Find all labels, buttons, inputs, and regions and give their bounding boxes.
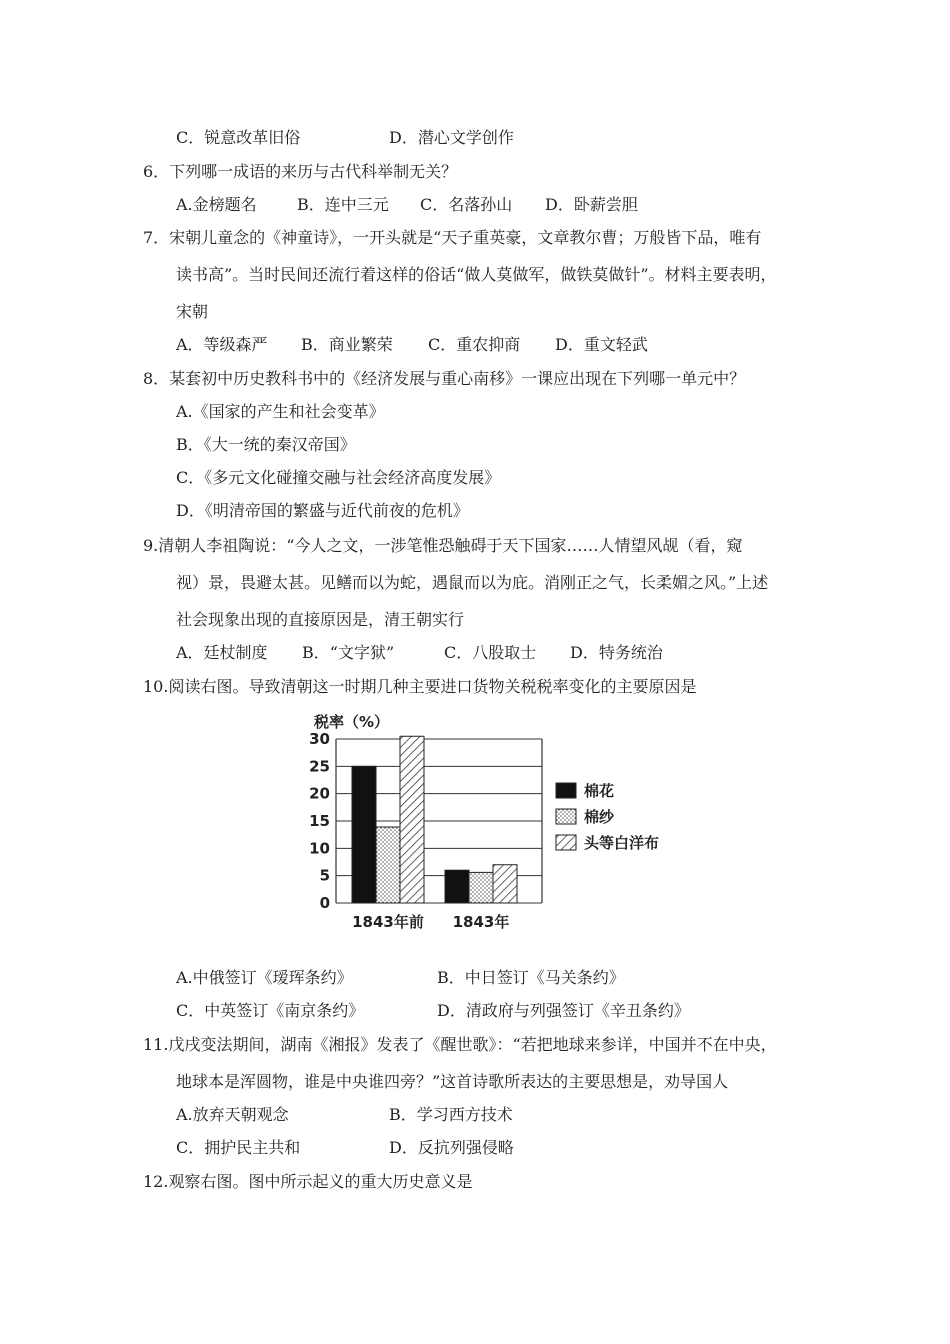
q9-option-c: C．八股取士 <box>444 643 537 662</box>
q6-option-a: A.金榜题名 <box>176 195 257 214</box>
q9-option-d: D．特务统治 <box>570 643 663 662</box>
q7-line-3: 宋朝 <box>176 302 209 321</box>
q10-option-a: A.中俄签订《瑷珲条约》 <box>176 968 353 987</box>
chart-ytick-label: 15 <box>309 812 330 830</box>
chart-ylabel: 税率（%） <box>314 713 390 731</box>
q9-line-3: 社会现象出现的直接原因是，清王朝实行 <box>176 610 465 629</box>
chart-legend-swatch <box>556 783 576 798</box>
chart-ytick-label: 5 <box>319 866 330 885</box>
chart-ytick-label: 10 <box>309 839 330 858</box>
q11-option-c: C．拥护民主共和 <box>176 1138 301 1157</box>
q9-line-2: 视）景，畏避太甚。见鳝而以为蛇，遇鼠而以为庇。消刚正之气，长柔媚之风。”上述 <box>176 573 769 592</box>
chart-bar <box>493 865 517 903</box>
q8-stem: 8．某套初中历史教科书中的《经济发展与重心南移》一课应出现在下列哪一单元中？ <box>143 369 746 388</box>
chart-ytick-label: 30 <box>309 730 330 748</box>
q8-option-a: A.《国家的产生和社会变革》 <box>176 402 385 421</box>
chart-ytick-label: 0 <box>319 894 330 912</box>
chart-legend-label: 棉纱 <box>584 808 615 826</box>
chart-legend-label: 棉花 <box>584 782 615 800</box>
q5-option-d: D．潜心文学创作 <box>389 128 514 147</box>
chart-legend-label: 头等白洋布 <box>584 834 660 852</box>
chart-bar <box>469 872 493 903</box>
q5-option-c: C．锐意改革旧俗 <box>176 128 301 147</box>
chart-category-label: 1843年 <box>452 913 510 931</box>
q9-line-1: 9.清朝人李祖陶说：“今人之文，一涉笔惟恐触碍于天下国家……人情望风觇（看，窥 <box>143 536 743 555</box>
q7-option-a: A．等级森严 <box>176 335 268 354</box>
q11-line-1: 11.戊戌变法期间，湖南《湘报》发表了《醒世歌》：“若把地球来参详，中国并不在中央， <box>143 1035 777 1054</box>
q7-option-c: C．重农抑商 <box>428 335 521 354</box>
q10-option-c: C．中英签订《南京条约》 <box>176 1001 365 1020</box>
tariff-bar-chart <box>300 703 700 939</box>
q12-stem: 12.观察右图。图中所示起义的重大历史意义是 <box>143 1172 473 1191</box>
q7-line-2: 读书高”。当时民间还流行着这样的俗话“做人莫做军，做铁莫做针”。材料主要表明， <box>176 265 777 284</box>
q9-option-b: B．“文字狱” <box>302 643 395 662</box>
q8-option-d: D．《明清帝国的繁盛与近代前夜的危机》 <box>176 501 469 520</box>
q11-option-d: D．反抗列强侵略 <box>389 1138 514 1157</box>
q8-option-c: C．《多元文化碰撞交融与社会经济高度发展》 <box>176 468 501 487</box>
q9-option-a: A．廷杖制度 <box>176 643 268 662</box>
q7-line-1: 7．宋朝儿童念的《神童诗》，一开头就是“天子重英豪，文章教尔曹；万般皆下品，唯有 <box>143 228 762 247</box>
chart-ytick-label: 20 <box>309 784 330 803</box>
q8-option-b: B．《大一统的秦汉帝国》 <box>176 435 356 454</box>
q11-option-a: A.放弃天朝观念 <box>176 1105 289 1124</box>
q6-stem: 6．下列哪一成语的来历与古代科举制无关？ <box>143 162 458 181</box>
q6-option-c: C．名落孙山 <box>420 195 513 214</box>
q10-option-b: B．中日签订《马关条约》 <box>437 968 625 987</box>
q7-option-d: D．重文轻武 <box>555 335 648 354</box>
q6-option-d: D．卧薪尝胆 <box>545 195 638 214</box>
q11-line-2: 地球本是浑圆物，谁是中央谁四旁？”这首诗歌所表达的主要思想是，劝导国人 <box>176 1072 729 1091</box>
q7-option-b: B．商业繁荣 <box>301 335 393 354</box>
chart-bar <box>445 870 469 903</box>
chart-bar <box>352 766 376 903</box>
chart-ytick-label: 25 <box>309 757 330 776</box>
q11-option-b: B．学习西方技术 <box>389 1105 513 1124</box>
chart-legend-swatch <box>556 835 576 850</box>
q10-stem: 10.阅读右图。导致清朝这一时期几种主要进口货物关税税率变化的主要原因是 <box>143 677 697 696</box>
q10-option-d: D．清政府与列强签订《辛丑条约》 <box>437 1001 690 1020</box>
q6-option-b: B．连中三元 <box>297 195 389 214</box>
chart-bar <box>376 827 400 903</box>
chart-bar <box>400 736 424 903</box>
chart-legend-swatch <box>556 809 576 824</box>
chart-category-label: 1843年前 <box>352 913 424 931</box>
